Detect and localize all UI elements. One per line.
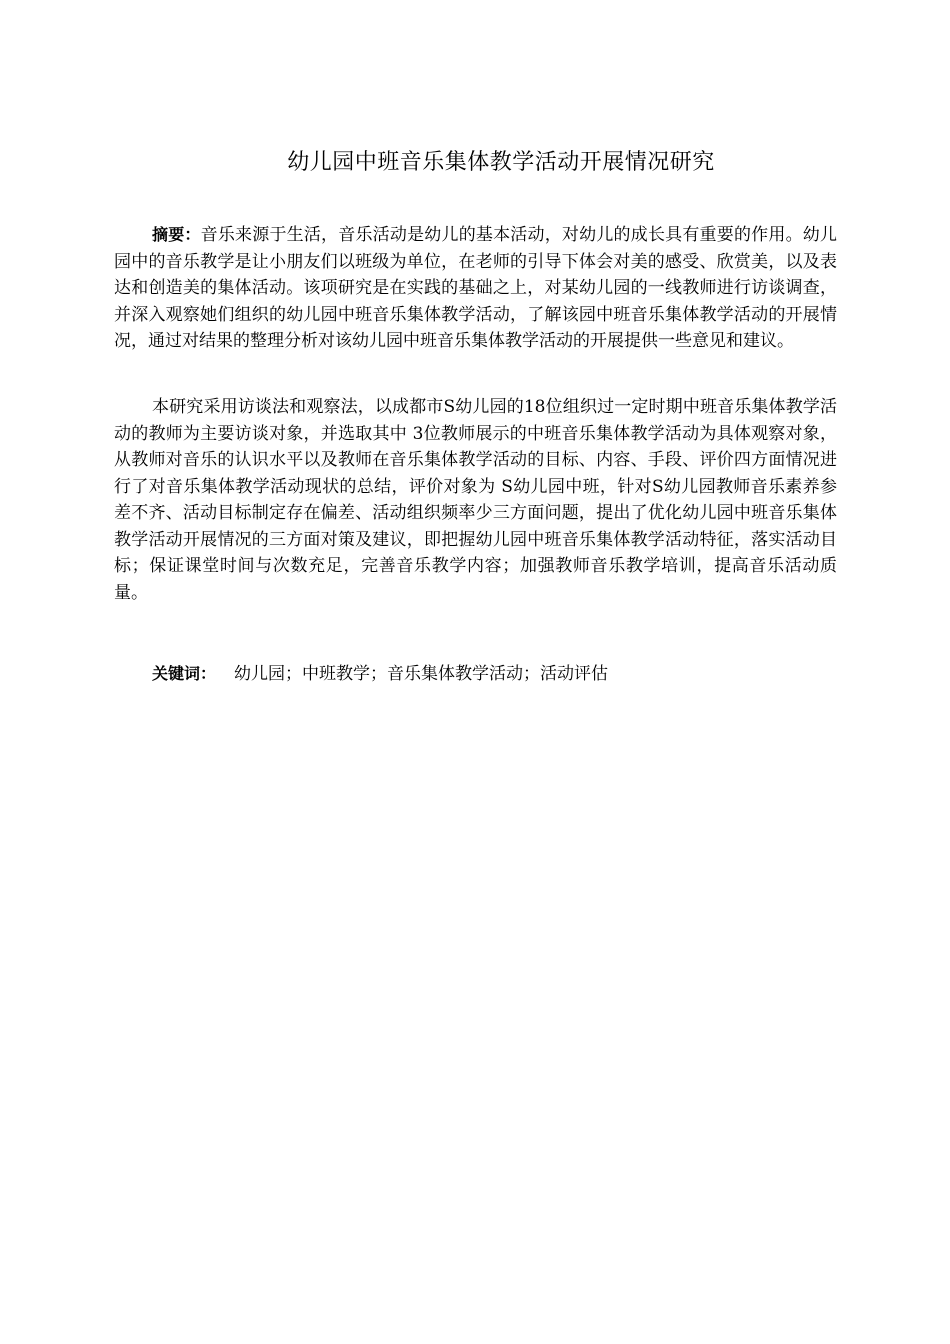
keywords-text: 幼儿园；中班教学；音乐集体教学活动；活动评估 [234,664,609,684]
keywords-line [152,660,852,688]
keywords-label: 关键词： [152,664,217,683]
document-title: 幼儿园中班音乐集体教学活动开展情况研究 [287,150,715,175]
abstract-text: 音乐来源于生活，音乐活动是幼儿的基本活动，对幼儿的成长具有重要的作用。幼儿园中的音乐教学是让小朋友们以班级为单位，在老师的引导下体会对美的感受、欣赏美，以及表达和创造美的集体活动。该项研究是在实践的基础之上，对某幼儿园的一线教师进行访谈调查，并深入观察她们组织的幼儿园中班音乐集体教学活动，了解该园中班音乐集体教学活动的开展情况，通过对结果的整理分析对该幼儿园中班音乐集体教学活动的开展提供一些意见和建议。 [114,225,837,351]
method-paragraph: 本研究采用访谈法和观察法，以成都市S幼儿园的18位组织过一定时期中班音乐集体教学活动的教师为主要访谈对象，并选取其中 3位教师展示的中班音乐集体教学活动为具体观察对象，从教师对音乐的认识水平以及教师在音乐集体教学活动的目标、内容、手段、评价四方面情况进行了对音乐集体教学活动现状的总结，评价对象为 S幼儿园中班，针对S幼儿园教师音乐素养参差不齐、活动目标制定存在偏差、活动组织频率少三方面问题，提出了优化幼儿园中班音乐集体教学活动开展情况的三方面对策及建议，即把握幼儿园中班音乐集体教学活动特征，落实活动目标；保证课堂时间与次数充足，完善音乐教学内容；加强教师音乐教学培训，提高音乐活动质量。 [114,397,837,603]
abstract-paragraph [114,222,837,355]
abstract-label: 摘要： [152,225,201,244]
